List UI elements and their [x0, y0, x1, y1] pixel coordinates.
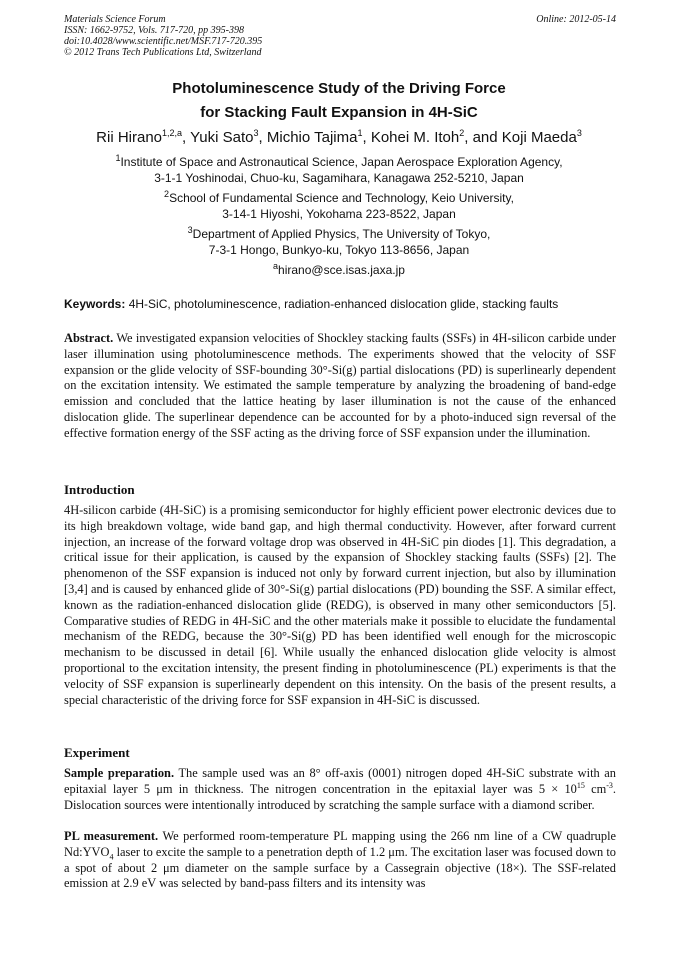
- keywords-label: Keywords:: [64, 297, 126, 311]
- author-name: Kohei M. Itoh: [370, 129, 460, 146]
- author-affil-mark: 1,2,a: [162, 128, 183, 138]
- affiliation-1: [0, 154, 678, 186]
- paper-title-line-2: for Stacking Fault Expansion in 4H-SiC: [200, 104, 478, 121]
- sample-preparation-label: Sample preparation.: [64, 766, 175, 780]
- affiliation-3: [0, 226, 678, 258]
- online-date: Online: 2012-05-14: [536, 14, 616, 25]
- keywords: [64, 297, 624, 311]
- author-affil-mark: 2: [459, 128, 465, 138]
- subscript: 4: [109, 852, 114, 862]
- affiliation-line: School of Fundamental Science and Technology, Keio University,: [169, 191, 514, 205]
- pl-text: We performed room-temperature PL mapping using the 266 nm line of a CW quadruple Nd:YVO: [64, 829, 617, 859]
- journal-header: [64, 14, 616, 58]
- exponent: -3: [606, 780, 613, 790]
- sample-text: . Dislocation sources were intentionally introduced by scratching the sample surface with a diamond scriber.: [64, 781, 616, 812]
- affiliation-mark: 1: [115, 153, 121, 163]
- author-name: Yuki Sato: [190, 129, 254, 146]
- sample-preparation-paragraph: [64, 766, 616, 813]
- keywords-text: 4H-SiC, photoluminescence, radiation-enhanced dislocation glide, stacking faults: [128, 297, 559, 311]
- abstract-text: We investigated expansion velocities of Shockley stacking faults (SSFs) in 4H-silicon carbide under laser illumination using photoluminescence methods. The experiments showed that the velocity of SSF expansion or the glide velocity of SSF-bounding 30°-Si(g) partial dislocations (PD) is superlinearly dependent on the excitation intensity. We estimated the sample temperature by analyzing the broadening of band-edge emission and concluded that the lattice heating by laser illumination is not the cause of the enhanced dislocation glide. The superlinear dependence can be accounted for by a photo-induced sign reversal of the effective formation energy of the SSF acting as the driving force of SSF expansion under the illumination.: [64, 331, 617, 440]
- affiliation-2: [0, 190, 678, 222]
- copyright-line: © 2012 Trans Tech Publications Ltd, Switzerland: [64, 47, 262, 58]
- issn-line: ISSN: 1662-9752, Vols. 717-720, pp 395-398: [64, 25, 244, 36]
- author-separator: ,: [362, 129, 371, 146]
- author-affil-mark: 3: [576, 128, 582, 138]
- exponent: 15: [576, 780, 585, 790]
- abstract-label: Abstract.: [64, 331, 114, 345]
- pl-measurement-paragraph: [64, 829, 616, 892]
- author-name: Rii Hirano: [96, 129, 163, 146]
- email-address[interactable]: hirano@sce.isas.jaxa.jp: [278, 263, 405, 277]
- sample-text: The sample used was an 8° off-axis (0001) nitrogen doped 4H-SiC substrate with an epitaxial layer 5 μm in thickness. The nitrogen concentration in the epitaxial layer was 5 × 10: [64, 766, 616, 796]
- affiliation-mark: 3: [187, 225, 193, 235]
- author-name: Koji Maeda: [501, 129, 577, 146]
- affiliation-line: Institute of Space and Astronautical Science, Japan Aerospace Exploration Agency,: [120, 155, 563, 169]
- journal-name: Materials Science Forum: [64, 14, 166, 25]
- introduction-paragraph: 4H-silicon carbide (4H-SiC) is a promising semiconductor for highly efficient power electronic devices due to its high breakdown voltage, wide band gap, and high thermal conductivity. However, after forward current injection, an increase of the forward voltage drop was observed in 4H-SiC pin diodes [1]. This degradation, a critical issue for their application, is caused by the expansion of Shockley stacking faults (SSFs) [2]. The phenomenon of the SSF expansion is induced not only by forward current injection, but also by illumination [3,4] and is caused by enhanced glide of 30°-Si(g) partial dislocations (PD) bounding the SSF. A similar effect, known as the radiation-enhanced dislocation glide (REDG), is observed in many other semiconductors [5]. Comparative studies of REDG in 4H-SiC and the other materials make it possible to elucidate the fundamental mechanism of the REDG, because the 30°-Si(g) PD has been identified well enough for the microscopic mechanism to be discussed in detail [6]. While usually the enhanced dislocation glide velocity is almost proportional to the excitation intensity, the present finding in photoluminescence (PL) experiments is that the velocity of SSF expansion is superlinearly dependent on this intensity. On the basis of the present results, a special characteristic of the driving force for SSF expansion in 4H-SiC is discussed.: [64, 503, 616, 707]
- section-heading-introduction: Introduction: [64, 482, 135, 497]
- affiliation-address: 3-1-1 Yoshinodai, Chuo-ku, Sagamihara, Kanagawa 252-5210, Japan: [154, 171, 524, 185]
- section-heading-experiment: Experiment: [64, 745, 130, 760]
- paper-title-line-1: Photoluminescence Study of the Driving Force: [172, 80, 506, 97]
- email-mark: a: [273, 261, 279, 271]
- author-separator: , and: [464, 129, 502, 146]
- author-affil-mark: 1: [357, 128, 363, 138]
- author-separator: ,: [258, 129, 267, 146]
- affiliation-line: Department of Applied Physics, The University of Tokyo,: [192, 227, 491, 241]
- doi-line: doi:10.4028/www.scientific.net/MSF.717-720.395: [64, 36, 263, 47]
- affiliation-address: 7-3-1 Hongo, Bunkyo-ku, Tokyo 113-8656, Japan: [208, 243, 470, 257]
- author-affil-mark: 3: [253, 128, 259, 138]
- pl-measurement-label: PL measurement.: [64, 829, 159, 843]
- corresponding-email: [0, 262, 678, 278]
- affiliation-mark: 2: [164, 189, 170, 199]
- author-separator: ,: [182, 129, 191, 146]
- author-list: [0, 129, 678, 146]
- sample-text: cm: [584, 781, 607, 796]
- author-name: Michio Tajima: [266, 129, 358, 146]
- abstract: [64, 331, 616, 442]
- pl-text: laser to excite the sample to a penetration depth of 1.2 μm. The excitation laser was focused down to a spot of about 2 μm diameter on the sample surface by a Cassegrain objective (18×). The SSF-related emission at 2.9 eV was selected by band-pass filters and its intensity was: [64, 844, 616, 891]
- affiliation-address: 3-14-1 Hiyoshi, Yokohama 223-8522, Japan: [222, 207, 456, 221]
